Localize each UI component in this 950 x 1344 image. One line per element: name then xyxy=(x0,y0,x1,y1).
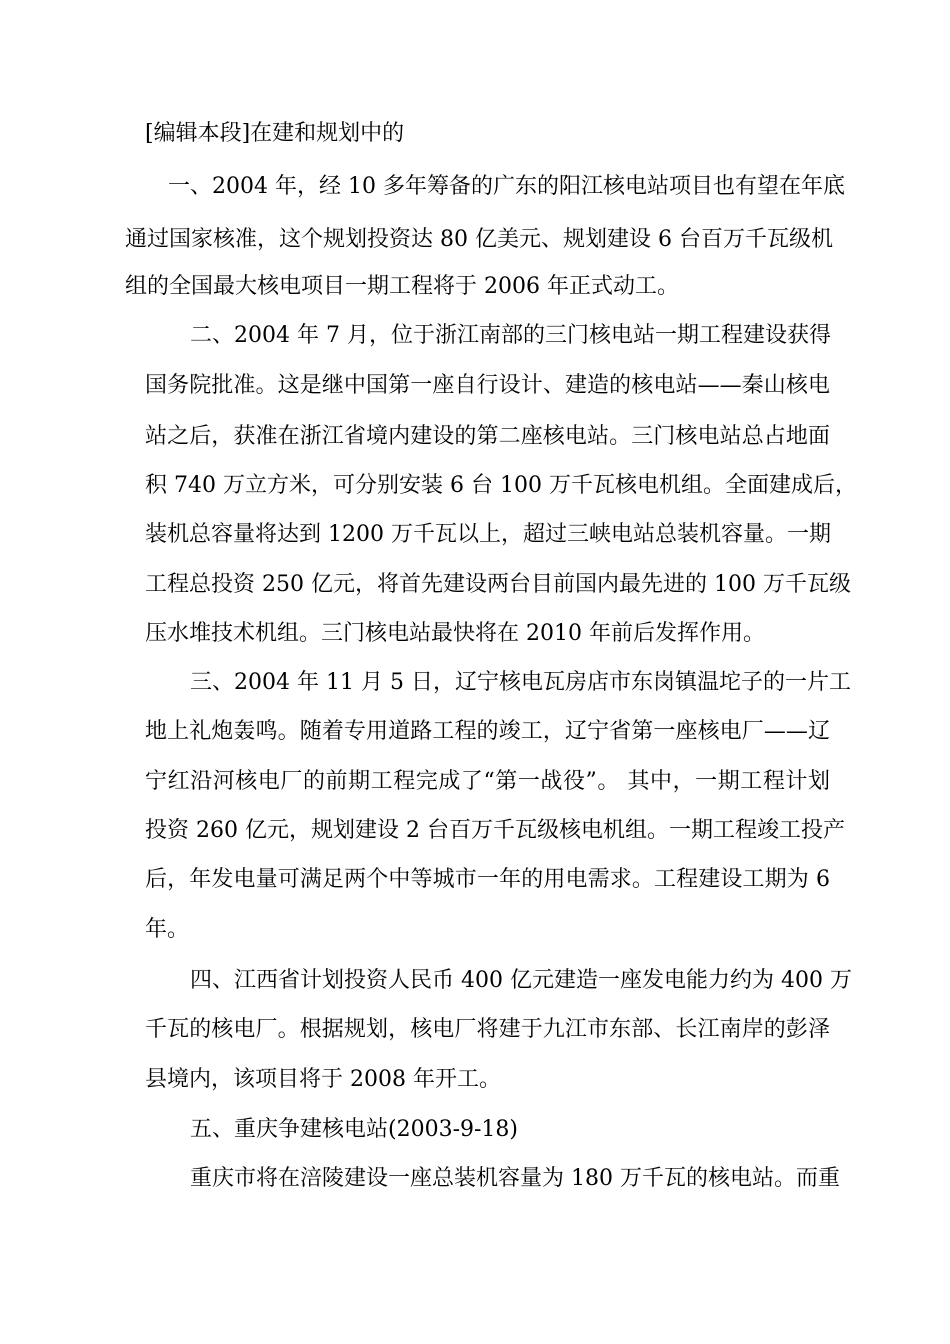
paragraph-4-line-2: 千瓦的核电厂。根据规划，核电厂将建于九江市东部、长江南岸的彭泽 xyxy=(145,1017,830,1042)
paragraph-1-line-2: 通过国家核准，这个规划投资达 80 亿美元、规划建设 6 台百万千瓦级机 xyxy=(125,227,833,252)
paragraph-3-line-6: 年。 xyxy=(145,917,190,942)
paragraph-3-line-4: 投资 260 亿元，规划建设 2 台百万千瓦级核电机组。一期工程竣工投产 xyxy=(145,818,845,843)
paragraph-3-line-2: 地上礼炮轰鸣。随着专用道路工程的竣工，辽宁省第一座核电厂——辽 xyxy=(145,719,830,744)
paragraph-2-line-1: 二、2004 年 7 月，位于浙江南部的三门核电站一期工程建设获得 xyxy=(190,323,831,348)
paragraph-1-line-3: 组的全国最大核电项目一期工程将于 2006 年正式动工。 xyxy=(125,274,679,299)
paragraph-2-line-2: 国务院批准。这是继中国第一座自行设计、建造的核电站——秦山核电 xyxy=(145,373,830,398)
paragraph-3-line-5: 后，年发电量可满足两个中等城市一年的用电需求。工程建设工期为 6 xyxy=(145,867,830,892)
paragraph-5-line-1: 五、重庆争建核电站(2003-9-18) xyxy=(190,1117,519,1142)
paragraph-2-line-6: 工程总投资 250 亿元，将首先建设两台目前国内最先进的 100 万千瓦级 xyxy=(145,572,851,597)
paragraph-1-line-1: 一、2004 年，经 10 多年筹备的广东的阳江核电站项目也有望在年底 xyxy=(168,174,845,199)
paragraph-3-line-1: 三、2004 年 11 月 5 日，辽宁核电瓦房店市东岗镇温坨子的一片工 xyxy=(190,670,851,695)
paragraph-2-line-5: 装机总容量将达到 1200 万千瓦以上，超过三峡电站总装机容量。一期 xyxy=(145,522,831,547)
paragraph-2-line-4: 积 740 万立方米，可分别安装 6 台 100 万千瓦核电机组。全面建成后， xyxy=(145,473,857,498)
paragraph-2-line-3: 站之后，获准在浙江省境内建设的第二座核电站。三门核电站总占地面 xyxy=(145,424,830,449)
paragraph-6-line-1: 重庆市将在涪陵建设一座总装机容量为 180 万千瓦的核电站。而重 xyxy=(190,1166,840,1191)
paragraph-4-line-3: 县境内，该项目将于 2008 年开工。 xyxy=(145,1067,501,1092)
paragraph-2-line-7: 压水堆技术机组。三门核电站最快将在 2010 年前后发挥作用。 xyxy=(145,621,765,646)
paragraph-3-line-3: 宁红沿河核电厂的前期工程完成了“第一战役”。 其中，一期工程计划 xyxy=(145,769,830,794)
paragraph-4-line-1: 四、江西省计划投资人民币 400 亿元建造一座发电能力约为 400 万 xyxy=(190,968,852,993)
section-heading: [编辑本段]在建和规划中的 xyxy=(145,121,405,146)
